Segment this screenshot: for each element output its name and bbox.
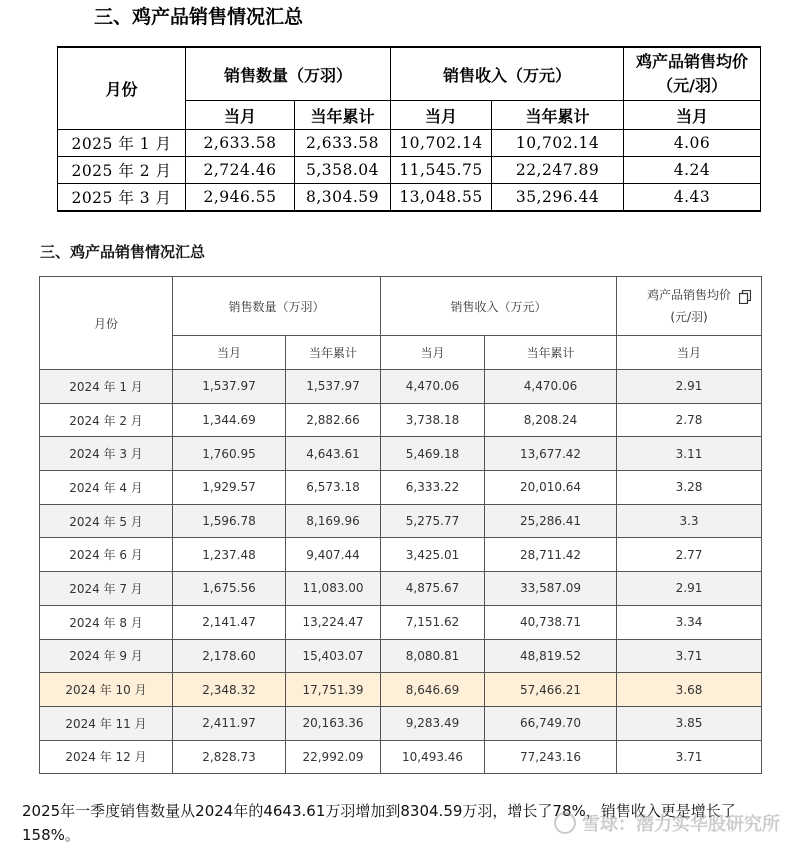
cell-vol-ytd: 4,643.61: [286, 437, 381, 471]
cell-price: 3.11: [617, 437, 762, 471]
cell-vol-m: 1,237.48: [173, 538, 286, 572]
table-row: [58, 130, 761, 157]
cell-price: 3.85: [617, 706, 762, 740]
cell-month: 2025 年 1 月: [58, 130, 186, 157]
header-rev-ytd: 当年累计: [492, 101, 624, 130]
table2-title: 三、鸡产品销售情况汇总: [40, 243, 206, 261]
cell-rev-m: 4,875.67: [381, 572, 485, 606]
header-revenue: 销售收入（万元）: [381, 277, 617, 336]
cell-rev-m: 11,545.75: [391, 157, 492, 184]
cell-rev-ytd: 4,470.06: [485, 370, 617, 404]
cell-price: 3.68: [617, 673, 762, 707]
cell-rev-m: 5,469.18: [381, 437, 485, 471]
table1-title: 三、鸡产品销售情况汇总: [94, 6, 304, 28]
header-rev-current: 当月: [381, 336, 485, 370]
cell-vol-ytd: 22,992.09: [286, 740, 381, 774]
cell-vol-m: 1,929.57: [173, 471, 286, 505]
table-row: [40, 471, 762, 505]
table-row: [40, 572, 762, 606]
cell-rev-m: 3,425.01: [381, 538, 485, 572]
cell-vol-m: 2,633.58: [186, 130, 295, 157]
cell-vol-ytd: 13,224.47: [286, 605, 381, 639]
header-price-line1: 鸡产品销售均价: [647, 288, 732, 302]
table-row: [40, 740, 762, 774]
header-volume: 销售数量（万羽）: [186, 47, 391, 101]
header-price-current: 当月: [624, 101, 761, 130]
cell-vol-m: 2,724.46: [186, 157, 295, 184]
copy-icon[interactable]: [739, 290, 751, 304]
cell-rev-ytd: 28,711.42: [485, 538, 617, 572]
cell-price: 3.34: [617, 605, 762, 639]
header-revenue: 销售收入（万元）: [391, 47, 624, 101]
table-row: [58, 157, 761, 184]
cell-vol-m: 1,344.69: [173, 403, 286, 437]
cell-month: 2024 年 6 月: [40, 538, 173, 572]
cell-month: 2024 年 5 月: [40, 504, 173, 538]
cell-rev-ytd: 66,749.70: [485, 706, 617, 740]
cell-price: 4.24: [624, 157, 761, 184]
cell-price: 2.77: [617, 538, 762, 572]
cell-vol-m: 2,946.55: [186, 184, 295, 212]
cell-rev-ytd: 20,010.64: [485, 471, 617, 505]
cell-rev-m: 13,048.55: [391, 184, 492, 212]
table-row: [40, 706, 762, 740]
summary-text: 2025年一季度销售数量从2024年的4643.61万羽增加到8304.59万羽，增长了78%，销售收入更是增长了158%。: [22, 802, 736, 844]
cell-rev-ytd: 10,702.14: [492, 130, 624, 157]
cell-vol-m: 2,828.73: [173, 740, 286, 774]
cell-price: 2.91: [617, 572, 762, 606]
cell-vol-ytd: 8,304.59: [295, 184, 391, 212]
cell-vol-ytd: 2,633.58: [295, 130, 391, 157]
cell-month: 2024 年 9 月: [40, 639, 173, 673]
cell-rev-ytd: 33,587.09: [485, 572, 617, 606]
watermark: [554, 810, 780, 836]
cell-month: 2025 年 2 月: [58, 157, 186, 184]
header-month: 月份: [40, 277, 173, 370]
cell-vol-m: 1,596.78: [173, 504, 286, 538]
cell-vol-ytd: 9,407.44: [286, 538, 381, 572]
cell-month: 2024 年 11 月: [40, 706, 173, 740]
cell-month: 2024 年 12 月: [40, 740, 173, 774]
header-vol-current: 当月: [173, 336, 286, 370]
table1-body: [58, 130, 761, 212]
cell-vol-ytd: 8,169.96: [286, 504, 381, 538]
cell-vol-m: 2,141.47: [173, 605, 286, 639]
cell-price: 2.91: [617, 370, 762, 404]
header-price: 鸡产品销售均价（元/羽）: [624, 47, 761, 101]
cell-rev-ytd: 77,243.16: [485, 740, 617, 774]
cell-price: 3.71: [617, 639, 762, 673]
cell-rev-m: 4,470.06: [381, 370, 485, 404]
cell-rev-m: 10,493.46: [381, 740, 485, 774]
table-row: [40, 639, 762, 673]
cell-vol-m: 1,675.56: [173, 572, 286, 606]
cell-vol-m: 2,411.97: [173, 706, 286, 740]
cell-rev-m: 9,283.49: [381, 706, 485, 740]
cell-vol-m: 1,537.97: [173, 370, 286, 404]
table-row: [40, 504, 762, 538]
cell-vol-m: 2,348.32: [173, 673, 286, 707]
cell-vol-m: 2,178.60: [173, 639, 286, 673]
cell-rev-ytd: 22,247.89: [492, 157, 624, 184]
cell-rev-ytd: 35,296.44: [492, 184, 624, 212]
cell-price: 2.78: [617, 403, 762, 437]
cell-rev-ytd: 25,286.41: [485, 504, 617, 538]
table-row: [40, 605, 762, 639]
table2-body: [40, 370, 762, 774]
cell-rev-ytd: 40,738.71: [485, 605, 617, 639]
cell-vol-ytd: 1,537.97: [286, 370, 381, 404]
cell-rev-m: 8,080.81: [381, 639, 485, 673]
cell-vol-ytd: 17,751.39: [286, 673, 381, 707]
cell-month: 2024 年 4 月: [40, 471, 173, 505]
cell-rev-m: 6,333.22: [381, 471, 485, 505]
cell-price: 4.43: [624, 184, 761, 212]
cell-rev-m: 3,738.18: [381, 403, 485, 437]
header-vol-ytd: 当年累计: [295, 101, 391, 130]
cell-vol-ytd: 15,403.07: [286, 639, 381, 673]
cell-month: 2024 年 1 月: [40, 370, 173, 404]
cell-rev-m: 7,151.62: [381, 605, 485, 639]
table-row: [40, 403, 762, 437]
header-month: 月份: [58, 47, 186, 130]
cell-price: 3.28: [617, 471, 762, 505]
cell-month: 2024 年 8 月: [40, 605, 173, 639]
header-price-line2: (元/羽): [670, 310, 708, 324]
cell-vol-m: 1,760.95: [173, 437, 286, 471]
cell-month: 2024 年 7 月: [40, 572, 173, 606]
cell-price: 3.71: [617, 740, 762, 774]
table-row: [40, 673, 762, 707]
header-price-current: 当月: [617, 336, 762, 370]
header-volume: 销售数量（万羽）: [173, 277, 381, 336]
header-vol-current: 当月: [186, 101, 295, 130]
cell-rev-m: 10,702.14: [391, 130, 492, 157]
cell-vol-ytd: 6,573.18: [286, 471, 381, 505]
snowball-logo-icon: [554, 812, 576, 834]
cell-rev-ytd: 48,819.52: [485, 639, 617, 673]
cell-rev-m: 5,275.77: [381, 504, 485, 538]
header-price: [617, 277, 762, 336]
table-row: [40, 437, 762, 471]
table-row: [58, 184, 761, 212]
cell-vol-ytd: 5,358.04: [295, 157, 391, 184]
cell-month: 2025 年 3 月: [58, 184, 186, 212]
cell-price: 3.3: [617, 504, 762, 538]
cell-month: 2024 年 2 月: [40, 403, 173, 437]
header-rev-current: 当月: [391, 101, 492, 130]
header-vol-ytd: 当年累计: [286, 336, 381, 370]
table1: [57, 46, 761, 212]
cell-rev-ytd: 13,677.42: [485, 437, 617, 471]
cell-month: 2024 年 10 月: [40, 673, 173, 707]
cell-vol-ytd: 20,163.36: [286, 706, 381, 740]
cell-vol-ytd: 11,083.00: [286, 572, 381, 606]
cell-rev-m: 8,646.69: [381, 673, 485, 707]
table-row: [40, 538, 762, 572]
table2: [39, 276, 762, 774]
cell-rev-ytd: 8,208.24: [485, 403, 617, 437]
cell-rev-ytd: 57,466.21: [485, 673, 617, 707]
cell-vol-ytd: 2,882.66: [286, 403, 381, 437]
cell-price: 4.06: [624, 130, 761, 157]
table-row: [40, 370, 762, 404]
cell-month: 2024 年 3 月: [40, 437, 173, 471]
watermark-text: 雪球：潜力实华股研究所: [582, 814, 780, 835]
header-rev-ytd: 当年累计: [485, 336, 617, 370]
